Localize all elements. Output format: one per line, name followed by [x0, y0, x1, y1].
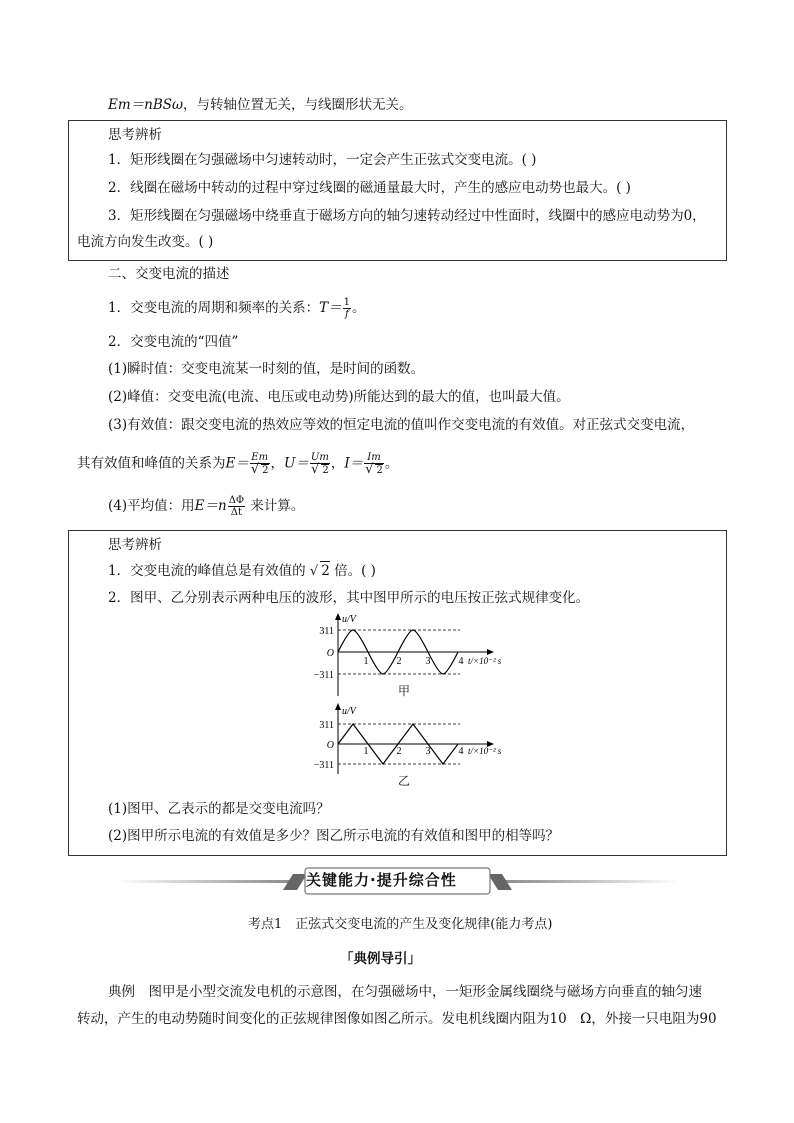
example-line-2: 转动，产生的电动势随时间变化的正弦规律图像如图乙所示。发电机线圈内阻为10 Ω，外接一只电阻为90: [77, 1011, 717, 1027]
rms-i-den: √ 2: [365, 462, 383, 477]
period-lhs: T＝: [319, 300, 342, 316]
jia-ymax: 311: [319, 626, 334, 637]
jia-tick-1: 1: [363, 656, 369, 667]
yi-ymax: 311: [319, 720, 334, 731]
avg-post: 来计算。: [250, 498, 305, 514]
box1-item-3-cont: 电流方向发生改变。( ): [77, 234, 214, 250]
rms-u-num: Um: [310, 452, 329, 463]
avg-fraction: [228, 495, 245, 518]
figure-jia-caption: 甲: [398, 684, 411, 698]
period-frequency-text: 1．交变电流的周期和频率的关系：: [108, 300, 320, 316]
period-fraction: [343, 297, 351, 320]
rms-i-fraction: [364, 452, 384, 476]
rms-value-1: (3)有效值：跟交变电流的热效应等效的恒定电流的值叫作交变电流的有效值。对正弦式交变电流，: [108, 417, 695, 433]
box1-item-2: 2．线圈在磁场中转动的过程中穿过线圈的磁通量最大时，产生的感应电动势也最大。( ): [108, 180, 631, 196]
box2-question-1: (1)图甲、乙表示的都是交变电流吗？: [108, 801, 330, 817]
box2-item-2: 2．图甲、乙分别表示两种电压的波形，其中图甲所示的电压按正弦式规律变化。: [108, 590, 590, 606]
rms-e-num: Em: [251, 452, 269, 463]
rms-u-sqrt: 2: [322, 465, 329, 476]
rms-text: 其有效值和峰值的关系为: [77, 455, 226, 472]
period-frequency-line: [108, 297, 365, 320]
box2-item-1: 1．交变电流的峰值总是有效值的 √ 2 倍。( ): [108, 563, 376, 579]
rms-i-lhs: I＝: [344, 455, 364, 472]
jia-tick-2: 2: [396, 656, 402, 667]
yi-y-arrow: [335, 703, 341, 710]
banner-title: 关键能力·提升综合性: [306, 871, 457, 889]
box1-item-1: 1．矩形线圈在匀强磁场中匀速转动时，一定会产生正弦式交变电流。( ): [108, 152, 537, 168]
box2-sqrt2: 2: [321, 563, 330, 579]
four-values-heading: 2．交变电流的“四值”: [108, 334, 239, 350]
jia-y-arrow: [335, 613, 341, 620]
avg-pre: (4)平均值：用: [108, 498, 195, 514]
rms-e-sqrt: 2: [262, 465, 269, 476]
rms-e-fraction: [250, 452, 270, 476]
avg-den: Δt: [230, 507, 243, 518]
jia-tick-3: 3: [425, 656, 431, 667]
rms-u-fraction: [310, 452, 330, 476]
yi-ylabel: u/V: [342, 706, 356, 717]
yi-tick-1: 1: [363, 746, 369, 757]
yi-xlabel: t/×10⁻² s: [468, 746, 502, 756]
intro-line: [108, 96, 413, 114]
jia-ymin: −311: [313, 670, 334, 681]
banner-left-rule: [115, 880, 295, 883]
avg-lhs: E＝n: [194, 498, 227, 514]
jia-origin: O: [326, 648, 334, 659]
figure-yi: [300, 700, 520, 780]
em-formula: Em＝nBSω: [108, 97, 184, 113]
jia-tick-4: 4: [458, 656, 464, 667]
yi-tick-3: 3: [425, 746, 431, 757]
box2-question-2: (2)图甲所示电流的有效值是多少？图乙所示电流的有效值和图甲的相等吗？: [108, 828, 560, 844]
rms-i-sqrt: 2: [376, 465, 383, 476]
jia-ylabel: u/V: [342, 614, 356, 625]
box2-item1-post: 倍。( ): [334, 563, 376, 579]
figure-yi-caption: 乙: [398, 774, 411, 788]
avg-num: ΔΦ: [228, 495, 245, 506]
period-den: f: [344, 309, 349, 320]
box1-item-3: 3．矩形线圈在匀强磁场中绕垂直于磁场方向的轴匀速转动经过中性面时，线圈中的感应电动势为0，: [108, 208, 706, 224]
jia-xlabel: t/×10⁻² s: [468, 656, 502, 666]
box2-item1-pre: 1．交变电流的峰值总是有效值的: [108, 563, 306, 579]
yi-ymin: −311: [313, 760, 334, 771]
example-guide-title: 「典例导引」: [340, 951, 421, 967]
rms-i-num: Im: [364, 452, 384, 464]
jia-x-arrow: [487, 649, 494, 655]
average-value: [108, 495, 304, 518]
yi-tick-2: 2: [396, 746, 402, 757]
period-num: 1: [343, 297, 350, 308]
box2-title: 思考辨析: [108, 537, 162, 553]
rms-u-lhs: U＝: [284, 455, 309, 472]
banner-right-rule: [500, 880, 680, 883]
intro-text: ，与转轴位置无关，与线圈形状无关。: [183, 97, 413, 113]
yi-tick-4: 4: [458, 746, 464, 757]
kaodian-heading: 考点1 正弦式交变电流的产生及变化规律(能力考点): [248, 917, 553, 932]
section2-heading: 二、交变电流的描述: [108, 266, 230, 282]
example-line-1: 典例 图甲是小型交流发电机的示意图，在匀强磁场中，一矩形金属线圈绕与磁场方向垂直的轴匀速: [108, 984, 702, 1000]
rms-e-den: √ 2: [250, 462, 269, 477]
period-end: 。: [351, 300, 366, 316]
peak-value: (2)峰值：交变电流(电流、电压或电动势)所能达到的最大的值，也叫最大值。: [108, 389, 570, 405]
box1-title: 思考辨析: [108, 127, 162, 143]
yi-origin: O: [326, 740, 334, 751]
rms-u-den: √ 2: [311, 462, 329, 477]
instant-value: (1)瞬时值：交变电流某一时刻的值，是时间的函数。: [108, 361, 425, 377]
rms-e-lhs: E＝: [225, 455, 249, 472]
rms-value-2: 其有效值和峰值的关系为E＝ $\frac{Em}{√ 2}$ ，U＝ $\frac{Um}{√ 2}$ ，I＝ $\frac{Im}{√ 2}$ 。: [77, 452, 399, 477]
